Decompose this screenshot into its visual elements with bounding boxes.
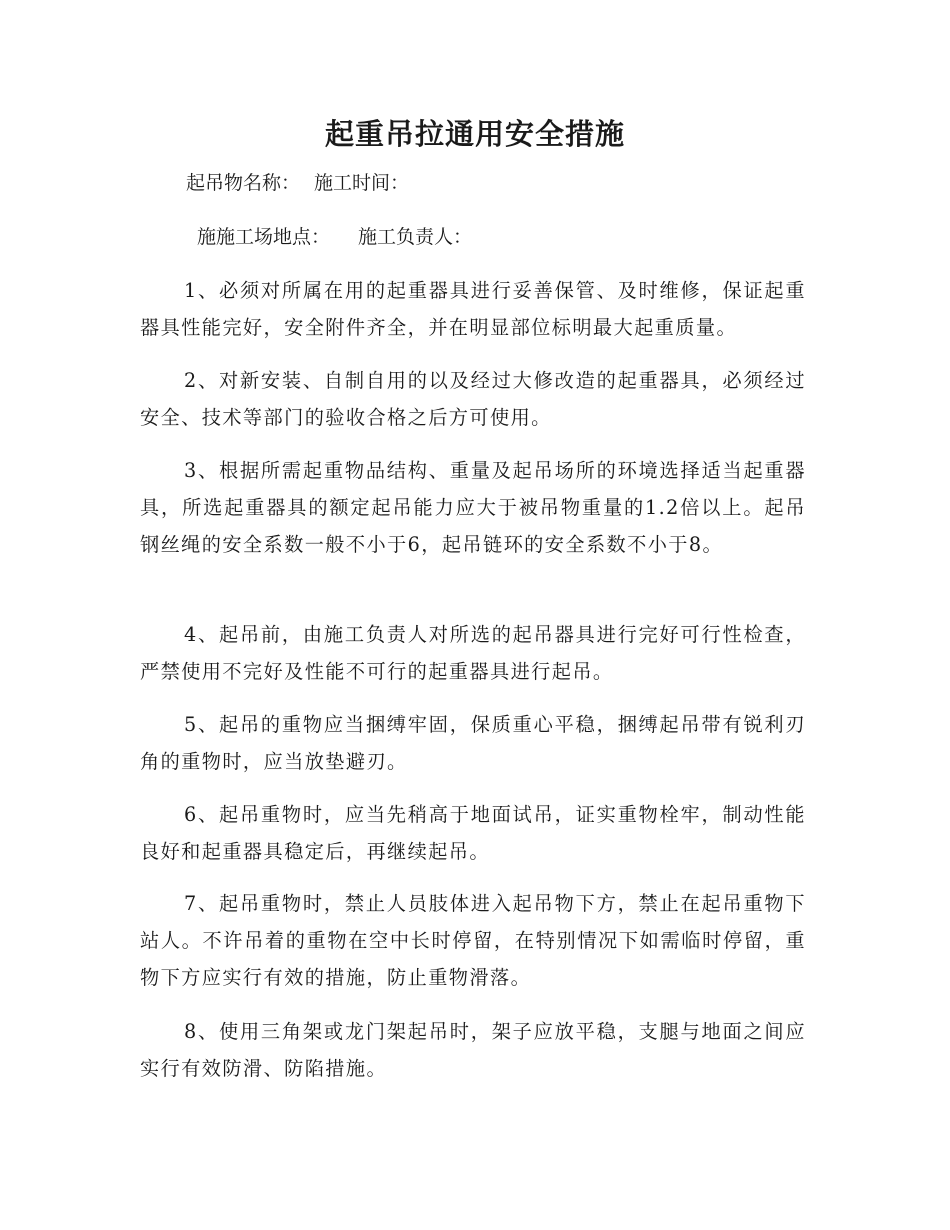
safety-rule-paragraph: 7、起吊重物时，禁止人员肢体进入起吊物下方，禁止在起吊重物下站人。不许吊着的重物在空中长时停留，在特别情况下如需临时停留，重物下方应实行有效的措施，防止重物滑落。: [140, 892, 806, 989]
safety-rule-paragraph: 2、对新安装、自制自用的以及经过大修改造的起重器具，必须经过安全、技术等部门的验收合格之后方可使用。: [140, 369, 806, 429]
safety-rule-paragraph: 1、必须对所属在用的起重器具进行妥善保管、及时维修，保证起重器具性能完好，安全附件齐全，并在明显部位标明最大起重质量。: [140, 279, 806, 339]
object-name-label: 起吊物名称：: [186, 172, 301, 194]
safety-rule-paragraph: 8、使用三角架或龙门架起吊时，架子应放平稳，支腿与地面之间应实行有效防滑、防陷措施。: [140, 1020, 806, 1080]
meta-line-site-leader: [197, 225, 472, 249]
construction-site-label: 施施工场地点：: [197, 226, 331, 248]
safety-rule-paragraph: 4、起吊前，由施工负责人对所选的起吊器具进行完好可行性检查，严禁使用不完好及性能不可行的起重器具进行起吊。: [140, 623, 806, 683]
safety-rule-paragraph: 3、根据所需起重物品结构、重量及起吊场所的环境选择适当起重器具，所选起重器具的额定起吊能力应大于被吊物重量的1.2倍以上。起吊钢丝绳的安全系数一般不小于6，起吊链环的安全系数不小于8。: [140, 459, 806, 556]
meta-line-object-time: [186, 171, 409, 195]
construction-leader-label: 施工负责人：: [358, 226, 473, 248]
construction-time-label: 施工时间：: [314, 172, 410, 194]
safety-rule-paragraph: 6、起吊重物时，应当先稍高于地面试吊，证实重物栓牢，制动性能良好和起重器具稳定后，再继续起吊。: [140, 803, 806, 863]
safety-rule-paragraph: 5、起吊的重物应当捆缚牢固，保质重心平稳，捆缚起吊带有锐利刃角的重物时，应当放垫避刃。: [140, 713, 806, 773]
document-title: 起重吊拉通用安全措施: [324, 117, 625, 151]
